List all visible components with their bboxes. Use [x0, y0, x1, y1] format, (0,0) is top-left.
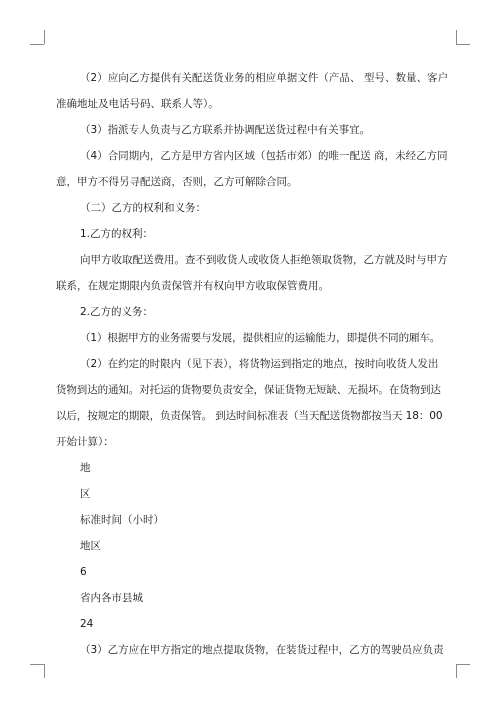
- paragraph-line: 联系，在规定期限内负责保管并有权向甲方收取保管费用。: [56, 280, 329, 292]
- paragraph-line: （4）合同期内，乙方是甲方省内区域（包括市郊）的唯一配送 商，未经乙方同: [80, 150, 448, 162]
- section-heading: （二）乙方的权利和义务：: [80, 202, 206, 214]
- paragraph-line: （3）指派专人负责与乙方联系并协调配送货过程中有关事宜。: [80, 124, 371, 136]
- paragraph-line: 意，甲方不得另寻配送商，否则，乙方可解除合同。: [56, 176, 298, 188]
- paragraph-line: （2）在约定的时限内（见下表），将货物运到指定的地点，按时向收货人发出: [80, 358, 439, 370]
- paragraph-line: 准确地址及电话号码、联系人等）。: [56, 98, 219, 110]
- paragraph-line: 货物到达的通知。对托运的货物要负责安全，保证货物无短缺、无损坏。在货物到达: [56, 384, 441, 396]
- subsection-heading: 1.乙方的权利：: [80, 228, 154, 240]
- paragraph-line: （2）应向乙方提供有关配送货业务的相应单据文件（产品、 型号、数量、客户: [80, 72, 449, 84]
- paragraph-line: 向甲方收取配送费用。查不到收货人或收货人拒绝领取货物，乙方就及时与甲方: [80, 254, 448, 266]
- paragraph-line: （3）乙方应在甲方指定的地点提取货物，在装货过程中，乙方的驾驶员应负责: [80, 644, 444, 656]
- paragraph-line: 以后，按规定的期限，负责保管。 到达时间标准表（当天配送货物都按当天 18：00: [56, 410, 443, 422]
- paragraph-line: 开始计算）：: [56, 436, 114, 448]
- table-cell: 地区: [80, 540, 101, 552]
- table-cell: 区: [80, 488, 91, 500]
- table-cell: 6: [80, 566, 87, 578]
- table-cell: 标准时间（小时）: [80, 514, 164, 526]
- table-cell: 24: [80, 618, 94, 630]
- table-cell: 省内各市县城: [80, 592, 143, 604]
- paragraph-line: （1）根据甲方的业务需要与发展，提供相应的运输能力，即提供不同的厢车。: [80, 332, 441, 344]
- subsection-heading: 2.乙方的义务：: [80, 306, 154, 318]
- table-cell: 地: [80, 462, 91, 474]
